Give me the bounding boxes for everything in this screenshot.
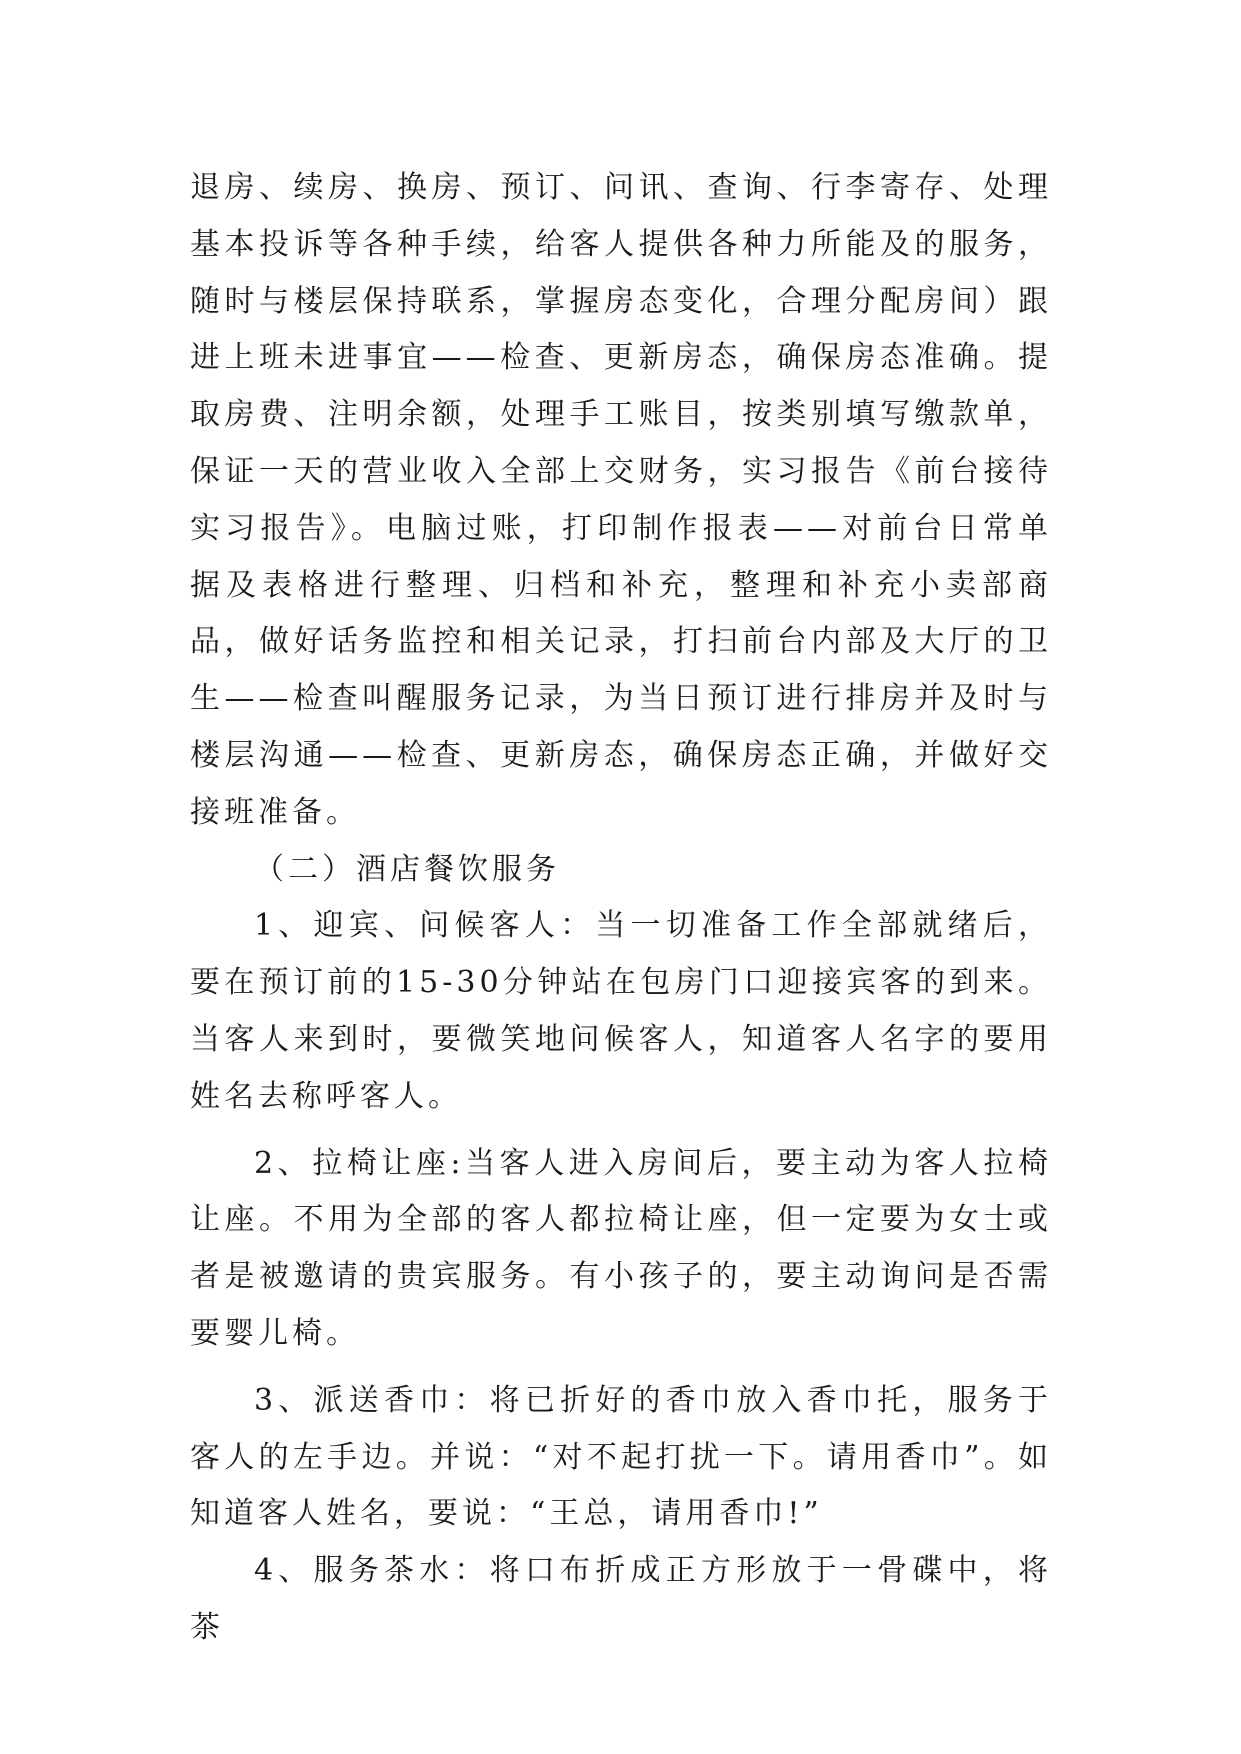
paragraph-seating-guests: 2、拉椅让座:当客人进入房间后，要主动为客人拉椅让座。不用为全部的客人都拉椅让座，但一定要为女士或者是被邀请的贵宾服务。有小孩子的，要主动询问是否需要婴儿椅。 (190, 1145, 1052, 1351)
paragraph-hot-towels: 3、派送香巾：将已折好的香巾放入香巾托，服务于客人的左手边。并说：“对不起打扰一下。请用香巾”。如知道客人姓名，要说：“王总，请用香巾!” (190, 1382, 1052, 1532)
section-heading-catering-service: （二）酒店餐饮服务 (254, 851, 560, 887)
paragraph-greeting-guests: 1、迎宾、问候客人：当一切准备工作全部就绪后，要在预订前的15-30分钟站在包房门口迎接宾客的到来。当客人来到时，要微笑地问候客人，知道客人名字的要用姓名去称呼客人。 (190, 908, 1052, 1114)
document-body (190, 160, 1052, 1657)
paragraph-front-desk-duties: 退房、续房、换房、预订、问讯、查询、行李寄存、处理基本投诉等各种手续，给客人提供各种力所能及的服务，随时与楼层保持联系，掌握房态变化，合理分配房间）跟进上班未进事宜——检查、更新房态，确保房态准确。提取房费、注明余额，处理手工账目，按类别填写缴款单，保证一天的营业收入全部上交财务，实习报告《前台接待实习报告》。电脑过账，打印制作报表——对前台日常单据及表格进行整理、归档和补充，整理和补充小卖部商品，做好话务监控和相关记录，打扫前台内部及大厅的卫生——检查叫醒服务记录，为当日预订进行排房并及时与楼层沟通——检查、更新房态，确保房态正确，并做好交接班准备。 (190, 170, 1052, 830)
paragraph-tea-service: 4、服务茶水：将口布折成正方形放于一骨碟中，将茶 (190, 1553, 1052, 1645)
